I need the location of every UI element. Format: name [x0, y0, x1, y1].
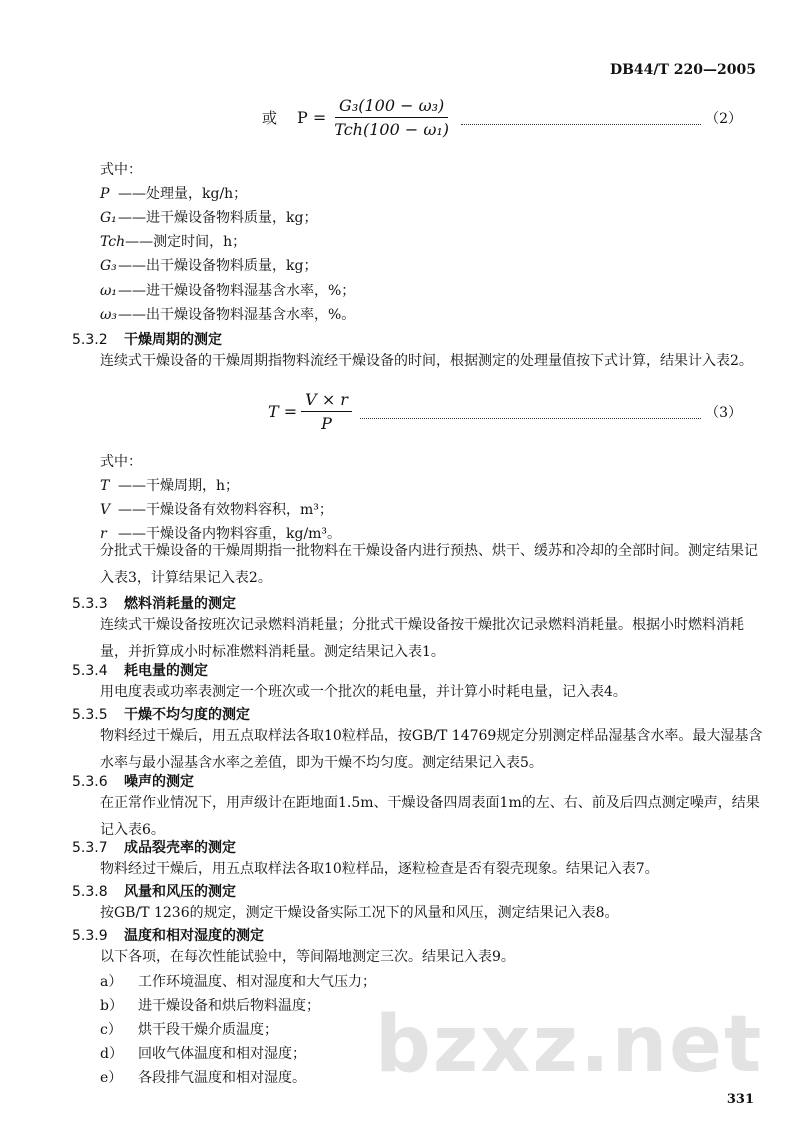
paragraph: 在正常作业情况下，用声级计在距地面1.5m、干燥设备四周表面1m的左、右、前及后四点测定噪声，结果记入表6。 [100, 795, 760, 838]
where-2-title: 式中： [100, 454, 142, 470]
symbol: G₁ [100, 210, 117, 226]
formula-2-fraction [330, 96, 453, 139]
section-title: 耗电量的测定 [124, 663, 208, 679]
section-title: 干燥不均匀度的测定 [124, 707, 250, 723]
symbol: P [100, 186, 110, 202]
where-2-item [100, 500, 333, 520]
where-1-title: 式中： [100, 162, 142, 178]
section-title: 噪声的测定 [124, 774, 194, 790]
section-heading-5-3-2 [72, 330, 222, 350]
list-item [100, 996, 320, 1016]
paragraph: 物料经过干燥后，用五点取样法各取10粒样品，逐粒检查是否有裂壳现象。结果记入表7。 [100, 861, 659, 877]
formula-2-lhs: P = [297, 108, 327, 127]
list-item-text: 各段排气温度和相对湿度。 [138, 1070, 306, 1086]
list-item [100, 1020, 278, 1040]
symbol: G₃ [100, 258, 117, 274]
formula-3-lhs: T = [268, 402, 298, 421]
section-number: 5.3.9 [72, 928, 108, 944]
paragraph: 以下各项，在每次性能试验中，等间隔地测定三次。结果记入表9。 [100, 949, 515, 965]
section-title: 成品裂壳率的测定 [124, 840, 236, 856]
list-item [100, 1068, 306, 1088]
symbol-desc: ——处理量，kg/h； [118, 186, 248, 202]
section-heading-5-3-7 [72, 838, 236, 858]
symbol-desc: ——出干燥设备物料质量，kg； [118, 258, 318, 274]
where-1-item [100, 305, 355, 325]
paragraph: 用电度表或功率表测定一个班次或一个批次的耗电量，并计算小时耗电量，记入表4。 [100, 684, 627, 700]
list-item-label: b） [100, 998, 123, 1014]
watermark: bzxz.net [375, 1000, 764, 1090]
standard-code: DB44/T 220—2005 [609, 62, 756, 78]
symbol-desc: ——干燥周期，h； [118, 478, 240, 494]
where-1-item [100, 208, 317, 228]
symbol: ω₁ [100, 283, 118, 299]
list-item-label: c） [100, 1022, 122, 1038]
section-number: 5.3.8 [72, 884, 108, 900]
section-number: 5.3.2 [72, 332, 108, 348]
symbol: Tch [100, 234, 126, 250]
page-number: 331 [726, 1092, 754, 1107]
section-title: 风量和风压的测定 [124, 884, 236, 900]
paragraph: 分批式干燥设备的干燥周期指一批物料在干燥设备内进行预热、烘干、缓苏和冷却的全部时间。测定结果记入表3，计算结果记入表2。 [100, 543, 758, 586]
formula-3-denominator: P [321, 414, 332, 433]
formula-2 [262, 96, 742, 139]
symbol-desc: ——测定时间，h； [125, 234, 247, 250]
list-item [100, 1044, 306, 1064]
formula-2-number: （2） [705, 110, 742, 127]
section-heading-5-3-8 [72, 882, 236, 902]
formula-3 [268, 390, 742, 433]
section-title: 温度和相对湿度的测定 [124, 928, 264, 944]
section-number: 5.3.3 [72, 596, 108, 612]
symbol: r [100, 526, 107, 542]
list-item-text: 烘干段干燥介质温度； [138, 1022, 278, 1038]
where-2-item [100, 476, 239, 496]
paragraph: 连续式干燥设备按班次记录燃料消耗量；分批式干燥设备按干燥批次记录燃料消耗量。根据小时燃料消耗量，并折算成小时标准燃料消耗量。测定结果记入表1。 [100, 617, 744, 660]
formula-3-numerator: V × r [301, 390, 352, 412]
formula-2-prefix: 或 [262, 109, 278, 127]
symbol: T [100, 478, 110, 494]
section-number: 5.3.4 [72, 663, 108, 679]
symbol-desc: ——干燥设备内物料容重，kg/m³。 [118, 526, 342, 542]
list-item [100, 972, 376, 992]
section-heading-5-3-6 [72, 772, 194, 792]
section-number: 5.3.6 [72, 774, 108, 790]
list-item-text: 进干燥设备和烘后物料温度； [138, 998, 320, 1014]
list-item-label: e） [100, 1070, 123, 1086]
formula-2-leader [461, 124, 701, 125]
list-item-text: 回收气体温度和相对湿度； [138, 1046, 306, 1062]
formula-2-denominator: Tch(100 − ω₁) [334, 120, 450, 139]
section-heading-5-3-9 [72, 926, 264, 946]
where-1-item [100, 232, 246, 252]
list-item-text: 工作环境温度、相对湿度和大气压力； [138, 974, 376, 990]
symbol-desc: ——进干燥设备物料湿基含水率，%； [118, 283, 356, 299]
symbol-desc: ——干燥设备有效物料容积，m³； [118, 502, 333, 518]
symbol-desc: ——进干燥设备物料质量，kg； [118, 210, 318, 226]
section-heading-5-3-3 [72, 594, 236, 614]
formula-3-fraction [301, 390, 352, 433]
section-title: 干燥周期的测定 [124, 332, 222, 348]
section-heading-5-3-5 [72, 705, 250, 725]
paragraph: 物料经过干燥后，用五点取样法各取10粒样品，按GB/T 14769规定分别测定样品湿基含水率。最大湿基含水率与最小湿基含水率之差值，即为干燥不均匀度。测定结果记入表5。 [100, 728, 763, 771]
section-number: 5.3.5 [72, 707, 108, 723]
formula-3-number: （3） [705, 404, 742, 421]
formula-3-leader [360, 418, 701, 419]
paragraph: 连续式干燥设备的干燥周期指物料流经干燥设备的时间，根据测定的处理量值按下式计算，结果计入表2。 [100, 353, 753, 369]
where-1-item [100, 256, 317, 276]
section-title: 燃料消耗量的测定 [124, 596, 236, 612]
section-heading-5-3-4 [72, 661, 208, 681]
symbol: V [100, 502, 111, 518]
list-item-label: d） [100, 1046, 123, 1062]
section-number: 5.3.7 [72, 840, 108, 856]
symbol-desc: ——出干燥设备物料湿基含水率，%。 [118, 307, 356, 323]
where-1-item [100, 281, 355, 301]
list-item-label: a） [100, 974, 123, 990]
where-1-item [100, 184, 247, 204]
formula-2-numerator: G₃(100 − ω₃) [335, 96, 448, 118]
symbol: ω₃ [100, 307, 118, 323]
paragraph: 按GB/T 1236的规定，测定干燥设备实际工况下的风量和风压，测定结果记入表8。 [100, 905, 619, 921]
